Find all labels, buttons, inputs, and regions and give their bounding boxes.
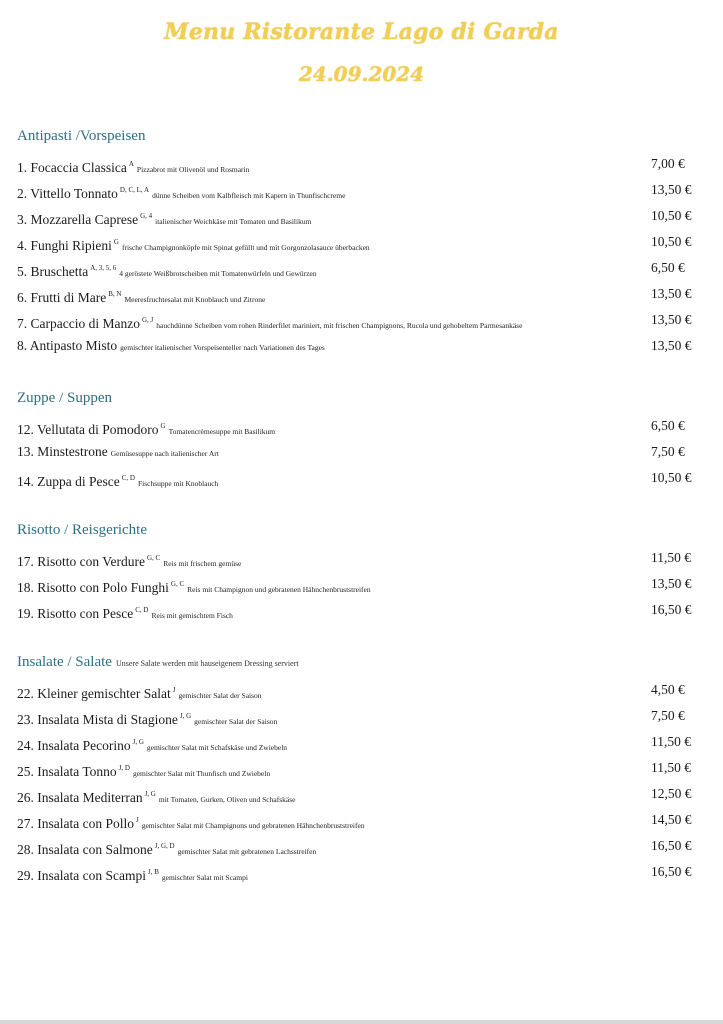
item-allergens: A, 3, 5, 6: [90, 264, 117, 272]
item-price: 11,50 €: [651, 550, 691, 565]
item-price: 16,50 €: [651, 838, 692, 853]
item-name: Insalata Mista di Stagione: [37, 712, 178, 727]
item-price: 16,50 €: [651, 602, 692, 617]
section-heading: [17, 651, 707, 673]
item-allergens: G: [113, 238, 119, 246]
item-description: mit Tomaten, Gurken, Oliven und Schafskäse: [158, 795, 296, 804]
item-description: dünne Scheiben vom Kalbfleisch mit Kapern in Thunfischcreme: [152, 191, 346, 200]
section-heading-text: Risotto / Reisgerichte: [17, 522, 147, 538]
section-heading: [17, 125, 707, 147]
item-allergens: J, G, D: [154, 842, 175, 850]
menu-item: [17, 465, 707, 491]
item-number: 1.: [17, 160, 28, 175]
item-allergens: D, C, L, A: [119, 186, 150, 194]
item-name: Vellutata di Pomodoro: [37, 422, 159, 437]
item-description: Reis mit frischem gemüse: [163, 559, 242, 568]
menu-item: [17, 255, 707, 281]
item-number: 8.: [17, 338, 28, 353]
item-name: Kleiner gemischter Salat: [37, 686, 171, 701]
item-name: Funghi Ripieni: [30, 238, 112, 253]
section-heading: [17, 387, 707, 409]
item-allergens: G, C: [147, 554, 161, 562]
section-heading: [17, 519, 707, 541]
item-description: gemischter Salat mit Scampi: [161, 873, 248, 882]
item-price: 12,50 €: [651, 786, 692, 801]
menu-item: [17, 807, 707, 833]
item-name: Insalata Mediterran: [37, 790, 143, 805]
item-name: Insalata con Salmone: [37, 842, 153, 857]
item-allergens: J, G: [179, 712, 192, 720]
section-heading-text: Antipasti /Vorspeisen: [17, 128, 146, 144]
section-antipasti: [17, 125, 707, 359]
section-insalate: [17, 651, 707, 885]
item-price: 13,50 €: [651, 312, 692, 327]
item-description: 4 geröstete Weißbrotscheiben mit Tomatenwürfeln und Gewürzen: [119, 269, 317, 278]
item-allergens: J, B: [147, 868, 159, 876]
item-allergens: J, G: [144, 790, 156, 798]
item-description: gemischter Salat mit gebratenen Lachsstreifen: [177, 847, 317, 856]
item-price: 10,50 €: [651, 470, 692, 485]
item-number: 2.: [17, 186, 28, 201]
item-number: 4.: [17, 238, 28, 253]
item-price: 13,50 €: [651, 182, 692, 197]
item-description: hauchdünne Scheiben vom rohen Rinderfilet mariniert, mit frischen Champignons, Rucola und gehobeltem Parmesankäse: [156, 321, 523, 330]
menu-item: [17, 703, 707, 729]
menu-title: Menu Ristorante Lago di Garda: [164, 19, 559, 45]
item-allergens: G, 4: [140, 212, 153, 220]
item-description: frische Champignonköpfe mit Spinat gefüllt und mit Gorgonzolasauce überbacken: [121, 243, 370, 252]
item-name: Mozzarella Caprese: [30, 212, 139, 227]
menu-item: [17, 333, 707, 359]
item-price: 14,50 €: [651, 812, 692, 827]
item-number: 24.: [17, 738, 34, 753]
item-price: 11,50 €: [651, 760, 691, 775]
item-number: 22.: [17, 686, 34, 701]
item-description: Tomatencrèmesuppe mit Basilikum: [168, 427, 276, 436]
menu-item: [17, 545, 707, 571]
item-number: 29.: [17, 868, 34, 883]
menu-item: [17, 229, 707, 255]
menu-item: [17, 833, 707, 859]
item-price: 10,50 €: [651, 208, 692, 223]
item-number: 28.: [17, 842, 34, 857]
menu-item: [17, 307, 707, 333]
item-price: 13,50 €: [651, 286, 692, 301]
menu-item: [17, 281, 707, 307]
menu-item: [17, 439, 707, 465]
item-description: Meeresfruchtesalat mit Knoblauch und Zitrone: [124, 295, 266, 304]
section-note: Unsere Salate werden mit hauseigenem Dressing serviert: [115, 659, 299, 668]
menu-item: [17, 571, 707, 597]
page-bottom-edge: [0, 1020, 723, 1024]
section-heading-text: Zuppe / Suppen: [17, 390, 112, 406]
item-price: 7,50 €: [651, 444, 685, 459]
menu-header: [0, 0, 723, 88]
menu-item: [17, 755, 707, 781]
item-number: 3.: [17, 212, 28, 227]
item-description: gemischter Salat mit Thunfisch und Zwiebeln: [132, 769, 271, 778]
item-price: 6,50 €: [651, 418, 685, 433]
item-price: 10,50 €: [651, 234, 692, 249]
menu-date: 24.09.2024: [298, 62, 425, 86]
menu-item: [17, 203, 707, 229]
item-allergens: G: [160, 422, 166, 430]
item-description: gemischter Salat der Saison: [194, 717, 278, 726]
item-price: 6,50 €: [651, 260, 685, 275]
item-description: gemischter Salat mit Champignons und gebratenen Hähnchenbruststreifen: [141, 821, 365, 830]
item-name: Vittello Tonnato: [30, 186, 118, 201]
item-name: Minstestrone: [37, 444, 108, 459]
item-price: 13,50 €: [651, 576, 692, 591]
item-price: 16,50 €: [651, 864, 692, 879]
item-name: Insalata con Scampi: [37, 868, 146, 883]
item-price: 13,50 €: [651, 338, 692, 353]
item-price: 7,50 €: [651, 708, 685, 723]
menu-item: [17, 177, 707, 203]
item-allergens: J, G: [132, 738, 144, 746]
item-allergens: B, N: [108, 290, 122, 298]
item-name: Antipasto Misto: [29, 338, 118, 353]
menu-item: [17, 597, 707, 623]
item-name: Insalata con Pollo: [37, 816, 134, 831]
item-description: gemischter Salat der Saison: [178, 691, 262, 700]
item-description: Reis mit gemischtem Fisch: [151, 611, 233, 620]
menu-item: [17, 729, 707, 755]
item-description: Gemüsesuppe nach italienischer Art: [110, 449, 219, 458]
item-allergens: A: [128, 160, 134, 168]
item-allergens: C, D: [135, 606, 149, 614]
item-number: 19.: [17, 606, 34, 621]
item-number: 27.: [17, 816, 34, 831]
item-number: 13.: [17, 444, 34, 459]
item-description: gemischter Salat mit Schafskäse und Zwiebeln: [146, 743, 288, 752]
item-number: 7.: [17, 316, 28, 331]
item-name: Carpaccio di Manzo: [30, 316, 140, 331]
item-name: Zuppa di Pesce: [37, 474, 120, 489]
menu-item: [17, 677, 707, 703]
item-allergens: J: [172, 686, 176, 694]
item-number: 6.: [17, 290, 28, 305]
item-allergens: J, D: [118, 764, 130, 772]
item-price: 4,50 €: [651, 682, 685, 697]
item-allergens: J: [135, 816, 139, 824]
item-number: 17.: [17, 554, 34, 569]
item-allergens: G, J: [141, 316, 154, 324]
item-description: Reis mit Champignon und gebratenen Hähnchenbruststreifen: [187, 585, 371, 594]
item-name: Risotto con Pesce: [37, 606, 134, 621]
item-number: 26.: [17, 790, 34, 805]
item-description: Fischsuppe mit Knoblauch: [137, 479, 219, 488]
menu-item: [17, 413, 707, 439]
item-allergens: C, D: [121, 474, 135, 482]
item-number: 5.: [17, 264, 28, 279]
item-allergens: G, C: [170, 580, 185, 588]
section-risotto: [17, 519, 707, 623]
menu-item: [17, 859, 707, 885]
item-name: Risotto con Polo Funghi: [37, 580, 169, 595]
item-name: Frutti di Mare: [30, 290, 107, 305]
item-price: 7,00 €: [651, 156, 685, 171]
item-description: italienischer Weichkäse mit Tomaten und Basilikum: [155, 217, 312, 226]
item-description: gemischter italienischer Vorspeisenteller nach Variationen des Tages: [120, 343, 325, 352]
item-description: Pizzabrot mit Olivenöl und Rosmarin: [136, 165, 250, 174]
section-zuppe: [17, 387, 707, 491]
item-number: 25.: [17, 764, 34, 779]
item-name: Bruschetta: [30, 264, 89, 279]
item-number: 18.: [17, 580, 34, 595]
item-price: 11,50 €: [651, 734, 691, 749]
item-name: Focaccia Classica: [30, 160, 127, 175]
item-name: Insalata Pecorino: [37, 738, 131, 753]
item-number: 14.: [17, 474, 34, 489]
item-name: Risotto con Verdure: [37, 554, 145, 569]
menu-item: [17, 781, 707, 807]
item-number: 23.: [17, 712, 34, 727]
item-number: 12.: [17, 422, 34, 437]
menu-item: [17, 151, 707, 177]
item-name: Insalata Tonno: [37, 764, 117, 779]
section-heading-text: Insalate / Salate: [17, 654, 112, 670]
